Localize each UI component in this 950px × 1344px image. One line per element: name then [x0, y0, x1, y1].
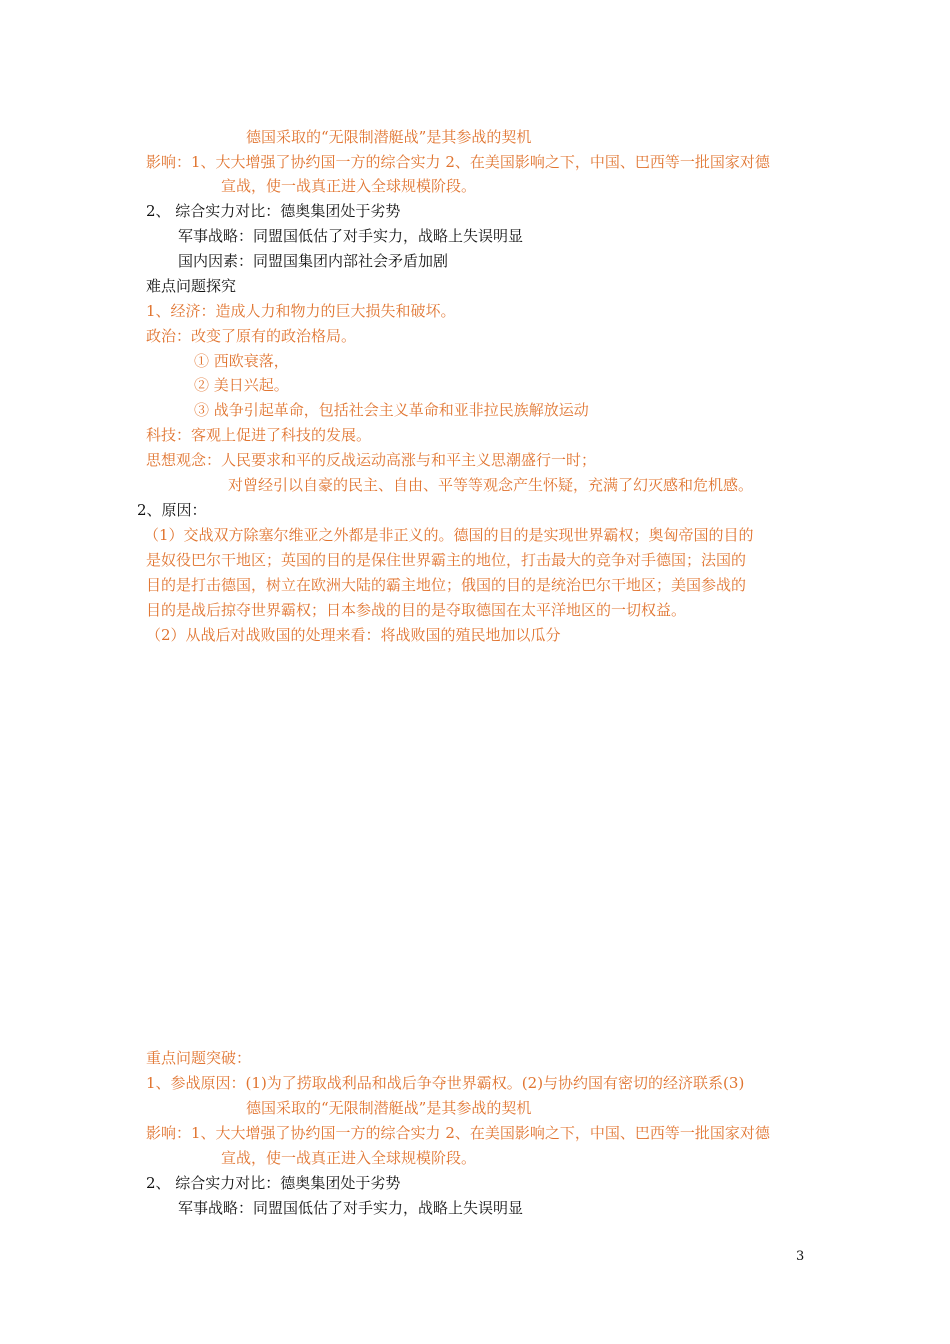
text-line: 宣战，使一战真正进入全球规模阶段。: [221, 1149, 477, 1167]
text-line: 目的是战后掠夺世界霸权；日本参战的目的是夺取德国在太平洋地区的一切权益。: [146, 601, 687, 619]
text-line: 德国采取的“无限制潜艇战”是其参战的契机: [246, 128, 532, 146]
text-line: （2）从战后对战败国的处理来看：将战败国的殖民地加以瓜分: [146, 626, 561, 644]
text-line: 影响：1、大大增强了协约国一方的综合实力 2、在美国影响之下，中国、巴西等一批国家对德: [146, 1124, 770, 1142]
text-line: 1、经济：造成人力和物力的巨大损失和破坏。: [146, 302, 456, 320]
text-line: 国内因素：同盟国集团内部社会矛盾加剧: [178, 252, 449, 270]
section-heading: 重点问题突破：: [146, 1049, 252, 1067]
text-line: 政治：改变了原有的政治格局。: [146, 327, 357, 345]
text-line: 对曾经引以自豪的民主、自由、平等等观念产生怀疑，充满了幻灭感和危机感。: [228, 476, 754, 494]
text-line: 1、参战原因：(1)为了捞取战利品和战后争夺世界霸权。(2)与协约国有密切的经济联系(3): [146, 1074, 745, 1092]
text-line: 2、 综合实力对比：德奥集团处于劣势: [146, 1174, 401, 1192]
page-number: 3: [796, 1249, 805, 1264]
text-line: ② 美日兴起。: [194, 376, 289, 394]
text-line: 2、原因：: [137, 501, 207, 519]
text-line: 思想观念：人民要求和平的反战运动高涨与和平主义思潮盛行一时；: [146, 451, 597, 469]
text-line: 2、 综合实力对比：德奥集团处于劣势: [146, 202, 401, 220]
text-line: 德国采取的“无限制潜艇战”是其参战的契机: [246, 1099, 532, 1117]
text-line: 军事战略：同盟国低估了对手实力，战略上失误明显: [178, 227, 524, 245]
text-line: 军事战略：同盟国低估了对手实力，战略上失误明显: [178, 1199, 524, 1217]
text-line: 影响：1、大大增强了协约国一方的综合实力 2、在美国影响之下，中国、巴西等一批国家对德: [146, 153, 770, 171]
text-line: 是奴役巴尔干地区；英国的目的是保住世界霸主的地位，打击最大的竞争对手德国；法国的: [146, 551, 747, 569]
text-line: 科技：客观上促进了科技的发展。: [146, 426, 372, 444]
text-line: （1）交战双方除塞尔维亚之外都是非正义的。德国的目的是实现世界霸权；奥匈帝国的目的: [144, 526, 754, 544]
section-heading: 难点问题探究: [146, 277, 237, 295]
text-line: 宣战，使一战真正进入全球规模阶段。: [221, 177, 477, 195]
text-line: ① 西欧衰落，: [194, 352, 289, 370]
text-line: 目的是打击德国，树立在欧洲大陆的霸主地位；俄国的目的是统治巴尔干地区；美国参战的: [146, 576, 747, 594]
text-line: ③ 战争引起革命，包括社会主义革命和亚非拉民族解放运动: [194, 401, 589, 419]
